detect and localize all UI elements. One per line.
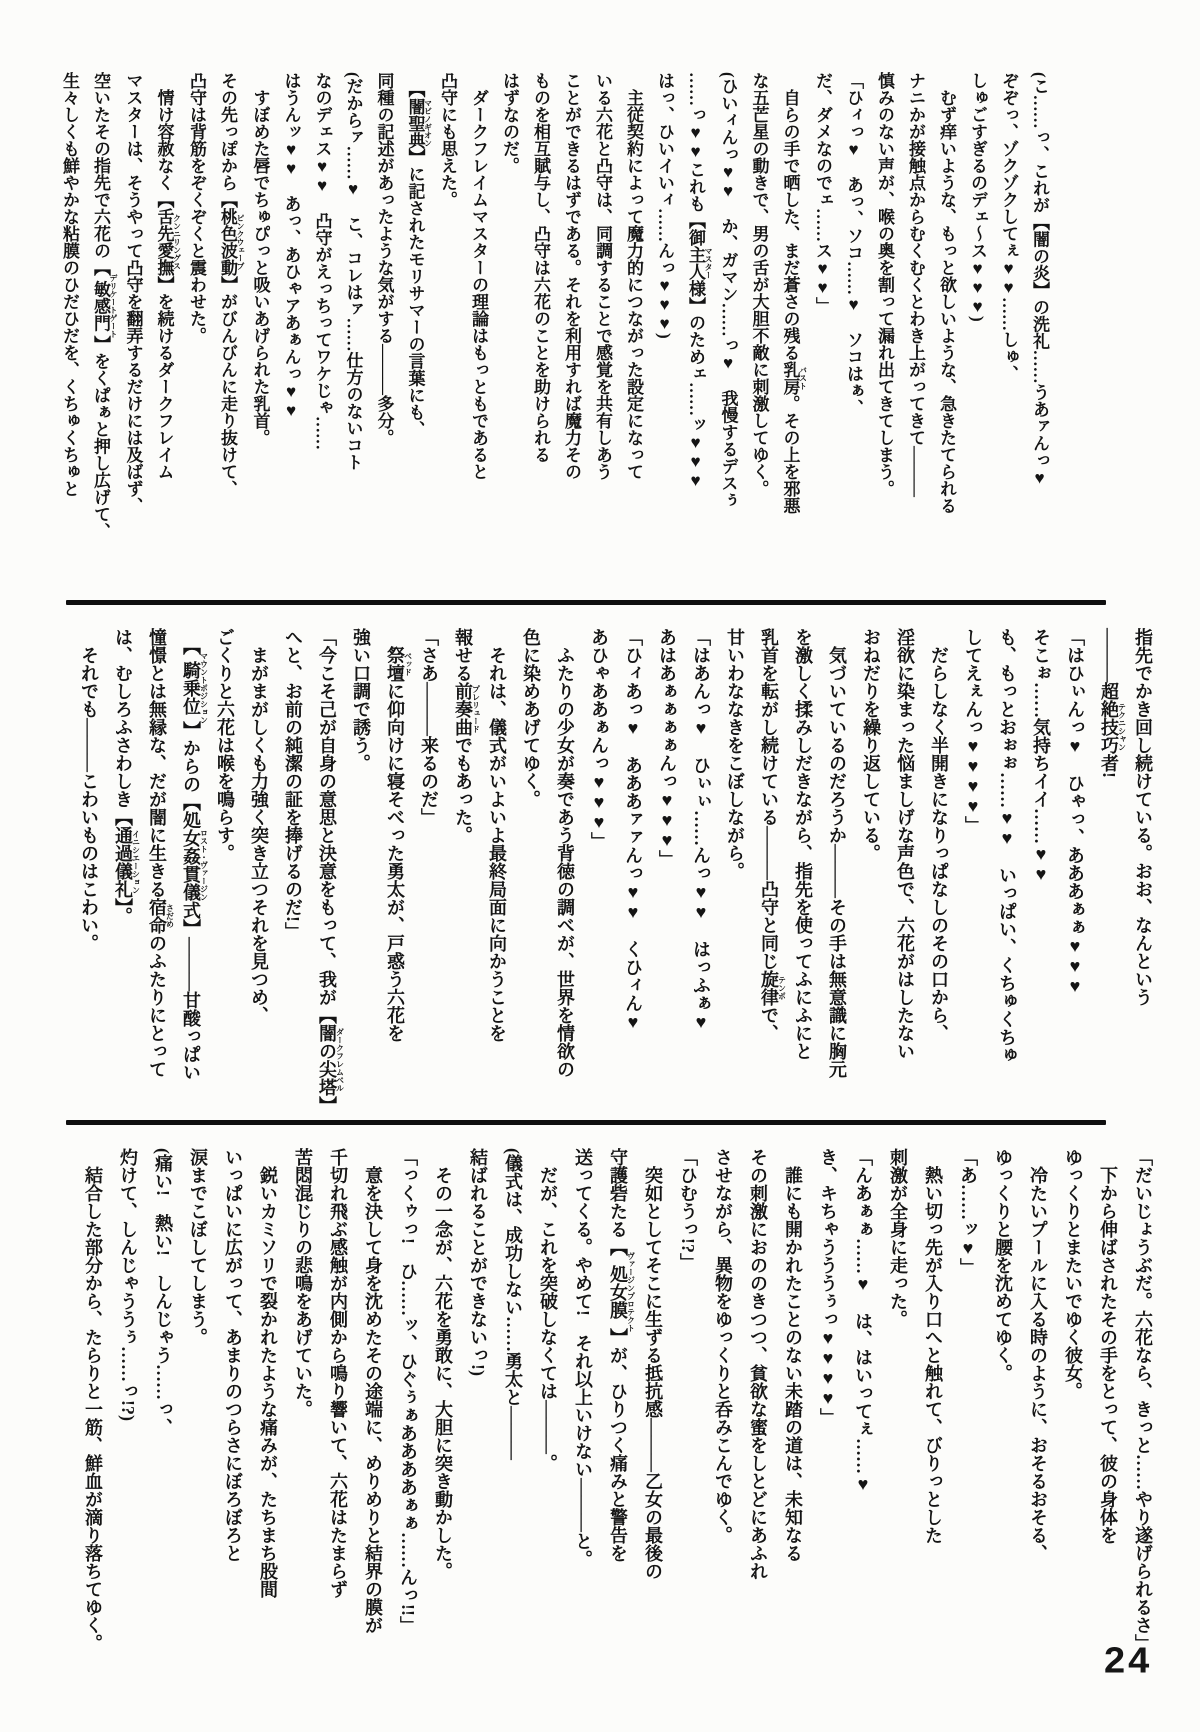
text-column: 淫欲に染まった悩ましげな声色で、六花がはしたない xyxy=(895,628,915,1060)
text-column: それは、儀式がいよいよ最終局面に向かうことを xyxy=(487,628,507,1042)
text-section-top xyxy=(54,72,1055,550)
text-column: 熱い切っ先が入り口へと触れて、びりっとした xyxy=(923,1148,943,1544)
text-column: 凸守にも思えた。 xyxy=(438,72,457,208)
text-column: を激しく揉みしだきながら、指先を使ってふにふにと xyxy=(793,628,813,1060)
text-column: な五芒星の動きで、男の舌が大胆不敵に刺激してゆく。 xyxy=(749,72,769,497)
text-column: 自らの手で晒した、まだ蒼さの残る乳房 バスト。その上を邪悪 xyxy=(780,72,808,514)
text-column: 生々しくも鮮やかな粘膜のひだひだを、くちゅくちゅと xyxy=(60,72,79,497)
text-column: ぞぞっ、ゾクゾクしてぇ♥♥……しゅ、 xyxy=(999,72,1018,382)
text-column: させながら、異物をゆっくりと呑みこんでゆく。 xyxy=(713,1148,733,1544)
text-column: ふたりの少女が奏であう背徳の調べが、世界を情欲の xyxy=(555,628,575,1078)
text-column: すぼめた唇でちゅぴっと吸いあげられた乳首。 xyxy=(250,72,270,446)
text-column: 空いたその指先で六花の【敏感門 デリケートゲート】をくぱぁと押し広げて、 xyxy=(91,72,118,540)
text-column: 刺激が全身に走った。 xyxy=(888,1148,908,1328)
text-column: 気づいているのだろうか―――その手は無意識に胸元 xyxy=(827,628,847,1078)
text-column: 「ひィっ♥ あっ、ソコ……♥ ソコはぁ、 xyxy=(844,72,863,416)
text-column: ゆっくりとまたいでゆく彼女。 xyxy=(1063,1148,1083,1400)
text-column: 情け容赦なく【舌先愛撫 クンニリングス】を続けるダークフレイム xyxy=(154,72,182,480)
text-column: 誰にも開かれたことのない未踏の道は、未知なる xyxy=(783,1148,803,1562)
text-column: おねだりを繰り返している。 xyxy=(861,628,881,862)
text-column: 結合した部分から、たらりと一筋、鮮血が滴り落ちてゆく。 xyxy=(83,1148,103,1652)
text-column: 灼けて、しんじゃううぅ……っ!?) xyxy=(118,1148,138,1421)
text-column: (儀式は、成功しない……勇太と――― xyxy=(503,1148,523,1460)
text-column: 「今こそ己が自身の意思と決意をもって、我が【闇の尖塔ダークフレムベル】 xyxy=(317,628,345,1114)
text-column: いっぱいに広がって、あまりのつらさにぼろぼろと xyxy=(223,1148,243,1562)
text-column: あひゃああぁんっ♥♥♥」 xyxy=(589,628,609,850)
text-column: 「ひむうっ!?」 xyxy=(678,1148,698,1271)
text-column: ―――超絶技巧者テクニシャン! xyxy=(1099,628,1127,778)
text-column: いる六花と凸守は、同調することで感覚を共有しあう xyxy=(593,72,612,480)
text-column: その刺激におののきつつ、貧欲な蜜をしとどにあふれ xyxy=(748,1148,768,1580)
text-column: 千切れ飛ぶ感触が内側から鳴り響いて、六花はたまらず xyxy=(328,1148,348,1598)
text-column: してえぇんっ♥♥♥♥」 xyxy=(963,628,983,834)
text-column: そこぉ……気持ちイイ……♥♥ xyxy=(1031,628,1051,884)
text-column: (だからァ……♥ こ、コレはァ……仕方のないコト xyxy=(343,72,363,471)
text-column: はっ、ひいイいィ……んっ♥♥♥) xyxy=(655,72,674,339)
text-column: その一念が、六花を勇敢に、大胆に突き動かした。 xyxy=(433,1148,453,1580)
text-column: (ひいィんっ♥♥ か、ガマン……っ♥ 我慢するデスぅ xyxy=(718,72,738,509)
text-column: それでも―――こわいものはこわい。 xyxy=(79,628,99,952)
text-column: き、キちゃうううぅっ♥♥♥♥」 xyxy=(818,1148,838,1426)
text-column: (こ……っ、これが【闇の炎】の洗礼……うあァんっ♥ xyxy=(1030,72,1049,488)
text-column: 守護砦たる【処女膜ヴァージンプロテクト】が、ひりつく痛みと警告を xyxy=(608,1148,636,1562)
text-column: あはあぁぁぁぁんっ♥♥♥」 xyxy=(657,628,677,868)
text-column: 苦悶混じりの悲鳴をあげていた。 xyxy=(293,1148,313,1418)
text-column: 結ばれることができないっ!) xyxy=(468,1148,488,1376)
text-column: その先っぽから【桃色波動 ピンクウェーブ】がびんびんに走り抜けて、 xyxy=(218,72,245,497)
text-column: 突如としてそこに生ずる抵抗感―――乙女の最後の xyxy=(643,1148,663,1580)
text-column: しゅごすぎるのデェ〜ス♥♥♥) xyxy=(968,72,987,322)
text-column: 「んあぁぁ……♥ は、はいってぇ……♥ xyxy=(853,1148,873,1494)
text-column: 甘いわななきをこぼしながら。 xyxy=(725,628,745,880)
text-column: 「ひィあっ♥ あああァァんっ♥♥ くひィん♥ xyxy=(623,628,643,1032)
text-column: 強い口調で誘う。 xyxy=(351,628,371,772)
text-column: 乳首を転がし続けている―――凸守と同じ旋律テンポで、 xyxy=(759,628,787,1042)
text-column: 指先でかき回し続けている。おお、なんという xyxy=(1133,628,1153,1006)
text-column: 送ってくる。やめて! それ以上いけない―――と。 xyxy=(573,1148,593,1568)
text-column: も、もっとおぉぉ……♥♥ いっぱい、くちゅくちゅ xyxy=(997,628,1017,1064)
page-number: 24 xyxy=(1104,1641,1153,1681)
text-column: 【騎乗位マウントポジション】からの【処女姦貫儀式ロスト・ヴァージン】―――甘酸っぱい xyxy=(181,628,209,1081)
section-divider-bottom xyxy=(66,1120,1106,1125)
text-column: ナニかが接触点からむくむくとわき上がってきて――― xyxy=(906,72,925,497)
text-column: ごくりと六花は喉を鳴らす。 xyxy=(215,628,235,862)
text-column: だが、これを突破しなくては―――。 xyxy=(538,1148,558,1472)
text-column: 祭壇ベッドに仰向けに寝そべった勇太が、戸惑う六花を xyxy=(385,646,413,1042)
text-column: 「さあ―――来るのだ」 xyxy=(419,628,439,826)
text-section-middle xyxy=(72,628,1160,1120)
text-column: は、むしろふさわしき【通過儀礼イニシエーション】。 xyxy=(113,628,141,925)
text-column: ……っ♥♥これも【御主人様 マスター】のためェ……ッ♥♥♥ xyxy=(686,72,713,490)
text-column: 「はひぃんっ♥ ひゃっ、あああぁぁ♥♥♥ xyxy=(1065,628,1085,996)
text-column: まがまがしくも力強く突き立つそれを見つめ、 xyxy=(249,628,269,1024)
text-column: なのデェス♥♥ 凸守がえっちってワケじゃ…… xyxy=(312,72,332,450)
text-column: ダークフレイムマスターの理論はもっともであると xyxy=(469,72,488,480)
text-column: 色に染めあげてゆく。 xyxy=(521,628,541,808)
text-column: はうんッ♥♥ あっ、あひゃアあぁんっ♥♥ xyxy=(281,72,301,420)
section-divider-top xyxy=(66,600,1106,605)
text-column: はずなのだ。 xyxy=(500,72,519,174)
text-column: 「っくゥっ! ひ……ッ、ひぐぅぁああああぁぁ……んっ!!」 xyxy=(398,1148,418,1634)
text-column: ものを相互賦与し、凸守は六花のことを助けられる xyxy=(531,72,550,463)
text-column: 慎みのない声が、喉の奥を割って漏れ出てきてしまう。 xyxy=(875,72,894,497)
text-column: だらしなく半開きになりっぱなしのその口から、 xyxy=(929,628,949,1042)
text-column: 意を決して身を沈めたその途端に、めりめりと結界の膜が xyxy=(363,1148,383,1634)
text-column: だ、ダメなのでェ……ス♥♥」 xyxy=(813,72,832,314)
text-column: 凸守は背筋をぞくぞくと震わせた。 xyxy=(187,72,206,344)
text-column: ゆっくりと腰を沈めてゆく。 xyxy=(993,1148,1013,1382)
text-column: むず痒いような、もっと欲しいような、急きたてられる xyxy=(937,72,956,514)
text-column: 主従契約によって魔力的につながった設定になって xyxy=(624,72,643,480)
text-column: ことができるはずである。それを利用すれば魔力その xyxy=(562,72,581,480)
text-column: 下から伸ばされたその手をとって、彼の身体を xyxy=(1098,1148,1118,1544)
text-column: 報せる前奏曲プレリュードでもあった。 xyxy=(453,628,481,844)
text-column: マスターは、そうやって凸守を翻弄するだけには及ばず、 xyxy=(123,72,143,514)
text-section-bottom xyxy=(75,1148,1160,1708)
text-column: 「あ……ッ♥」 xyxy=(958,1148,978,1276)
text-column: 「はあんっ♥ ひぃぃ……んっ♥♥ はっふぁ♥ xyxy=(691,628,711,1032)
text-column: 鋭いカミソリで裂かれたような痛みが、たちまち股間 xyxy=(258,1148,278,1598)
text-column: 同種の記述があったような気がする―――多分。 xyxy=(374,72,394,446)
text-column: へと、お前の純潔の証を捧げるのだ!」 xyxy=(283,628,303,940)
text-column: 冷たいプールに入る時のように、おそるおそる、 xyxy=(1028,1148,1048,1562)
text-column: 涙までこぼしてしまう。 xyxy=(188,1148,208,1346)
text-column: 憧憬とは無縁な、だが闇に生きる宿命さだめのふたりにとって xyxy=(147,628,175,1078)
text-column: (痛い! 熱い! しんじゃう……っ、 xyxy=(153,1148,173,1436)
text-column: 【闇聖典 マビノギオン】に記されたモリサマーの言葉にも、 xyxy=(405,72,433,438)
text-column: 「だいじょうぶだ。六花なら、きっと……やり遂げられるさ」 xyxy=(1133,1148,1153,1652)
